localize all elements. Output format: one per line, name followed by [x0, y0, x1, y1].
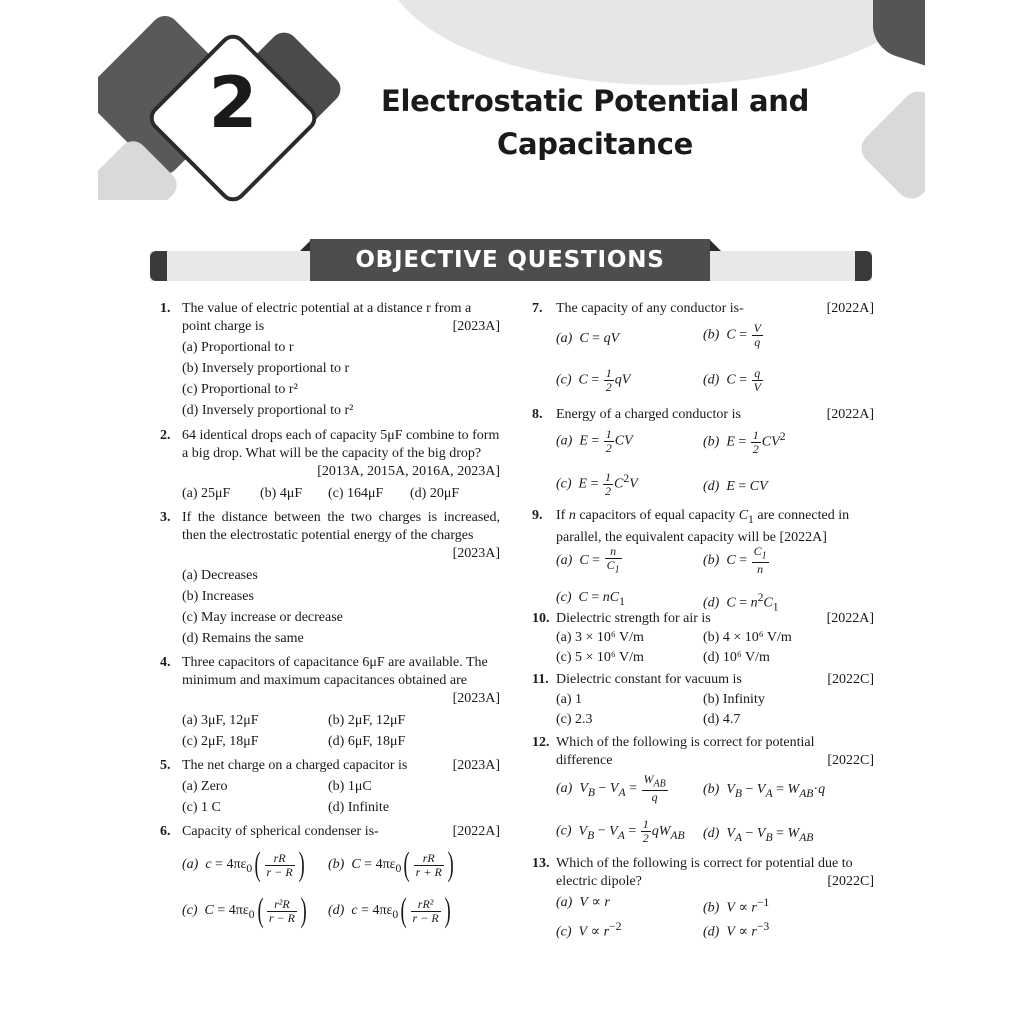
q2-option-a: (a) 25μF [182, 486, 231, 501]
question-6: 6. Capacity of spherical condenser is- [2022A] [160, 824, 500, 839]
q1-option-a: (a) Proportional to r [182, 340, 294, 355]
q8-option-d: (d) E = CV [703, 479, 768, 494]
q1-option-b: (b) Inversely proportional to r [182, 361, 350, 376]
q5-option-b: (b) 1μC [328, 779, 372, 794]
q8-option-a: (a) E = $\frac{1}{2}$ CV [556, 427, 633, 455]
q9-option-d: (d) $C = n^2C_1$ [703, 591, 779, 614]
banner-cap-right [855, 251, 872, 281]
chapter-number: 2 [208, 62, 258, 144]
q8-option-c: (c) E = $\frac{1}{2}$ $C^2V$ [556, 469, 638, 498]
q7-option-b: (b) C = $\frac{V}{q}$ [703, 321, 761, 349]
q2-option-d: (d) 20μF [410, 486, 460, 501]
q4-option-d: (d) 6μF, 18μF [328, 734, 406, 749]
q13-option-a: (a) V ∝ r [556, 895, 610, 910]
question-9: 9. If n capacitors of equal capacity $C_1$ are connected in parallel, the equivalent capacity will be [2022A] [532, 508, 850, 545]
question-8: 8. Energy of a charged conductor is [2022A] [532, 407, 874, 422]
q3-option-c: (c) May increase or decrease [182, 610, 343, 625]
q10-option-c: (c) 5 × 10⁶ V/m [556, 650, 644, 665]
question-5: 5. The net charge on a charged capacitor is [2023A] [160, 758, 500, 773]
q4-option-a: (a) 3μF, 12μF [182, 713, 259, 728]
q6-option-d: (d) $c = 4\pi\varepsilon_0$( $\frac{\text{rR²}}{r - R}$ ) [328, 892, 451, 929]
q6-option-b: (b) $C = 4\pi\varepsilon_0$( $\frac{rR}{r + R}$ ) [328, 846, 454, 883]
q7-option-a: (a) C = qV [556, 331, 620, 346]
chapter-title: Electrostatic Potential and Capacitance [380, 84, 810, 161]
q11-option-b: (b) Infinity [703, 692, 765, 707]
q11-option-a: (a) 1 [556, 692, 583, 707]
q7-option-d: (d) C = $\frac{q}{V}$ [703, 366, 761, 394]
q6-option-a: (a) $c = 4\pi\varepsilon_0$( $\frac{rR}{r - R}$ ) [182, 846, 305, 883]
q10-option-d: (d) 10⁶ V/m [703, 650, 770, 665]
q1-option-c: (c) Proportional to r² [182, 382, 298, 397]
question-13: 13. Which of the following is correct for potential due to electric dipole? [2022C] [532, 856, 874, 889]
q2-option-c: (c) 164μF [328, 486, 384, 501]
q5-option-d: (d) Infinite [328, 800, 390, 815]
q2-option-b: (b) 4μF [260, 486, 303, 501]
question-4: 4. Three capacitors of capacitance 6μF are available. The minimum and maximum capacitances obtained are [2023A] [160, 655, 500, 706]
q13-option-c: (c) $V \propto r^{-2}$ [556, 920, 622, 940]
q13-option-b: (b) $V \propto r^{-1}$ [703, 896, 770, 916]
question-1: 1. The value of electric potential at a distance r from a point charge is [2023A] [160, 301, 500, 334]
q1-option-d: (d) Inversely proportional to r² [182, 403, 354, 418]
q5-option-a: (a) Zero [182, 779, 228, 794]
question-3: 3. If the distance between the two charges is increased, then the electrostatic potential energy of the charges [2023A] [160, 510, 500, 561]
q6-option-c: (c) $C = 4\pi\varepsilon_0$( $\frac{\text{r²R}}{r - R}$ ) [182, 892, 307, 929]
question-10: 10. Dielectric strength for air is [2022A] [532, 611, 874, 626]
q9-option-c: (c) $C = nC_1$ [556, 590, 625, 608]
q4-option-b: (b) 2μF, 12μF [328, 713, 406, 728]
q5-option-c: (c) 1 C [182, 800, 221, 815]
q12-option-d: (d) $V_A - V_B = W_{AB}$ [703, 826, 814, 844]
q10-option-b: (b) 4 × 10⁶ V/m [703, 630, 792, 645]
q3-option-b: (b) Increases [182, 589, 254, 604]
q12-option-b: (b) $V_B - V_A = W_{AB}\cdot q$ [703, 782, 826, 800]
question-2: 2. 64 identical drops each of capacity 5μF combine to form a big drop. What will be the capacity of the big drop? [2013A, 2015A, 2016A, 2023A] [160, 428, 500, 479]
q4-option-c: (c) 2μF, 18μF [182, 734, 259, 749]
q8-option-b: (b) E = $\frac{1}{2}$ $CV^2$ [703, 427, 786, 456]
header-blob [385, 0, 945, 85]
q9-option-b: (b) C = $\frac{C_1}{n}$ [703, 544, 767, 577]
q10-option-a: (a) 3 × 10⁶ V/m [556, 630, 644, 645]
banner-cap-left [150, 251, 167, 281]
question-11: 11. Dielectric constant for vacuum is [2022C] [532, 672, 874, 687]
question-7: 7. The capacity of any conductor is- [2022A] [532, 301, 874, 316]
q11-option-c: (c) 2.3 [556, 712, 593, 727]
section-banner: OBJECTIVE QUESTIONS [310, 239, 710, 281]
q3-option-d: (d) Remains the same [182, 631, 304, 646]
q7-option-c: (c) C = $\frac{1}{2}$ qV [556, 366, 631, 394]
q13-option-d: (d) $V \propto r^{-3}$ [703, 920, 770, 940]
q3-option-a: (a) Decreases [182, 568, 258, 583]
question-12: 12. Which of the following is correct for potential difference [2022C] [532, 735, 874, 768]
q12-option-a: (a) $V_B - V_A$ = $\frac{W_{AB}}{q}$ [556, 772, 666, 805]
q12-option-c: (c) $V_B - V_A$ = $\frac{1}{2}$ $qW_{AB}$ [556, 817, 685, 845]
q9-option-a: (a) C = $\frac{n}{C_1}$ [556, 544, 620, 576]
q11-option-d: (d) 4.7 [703, 712, 741, 727]
